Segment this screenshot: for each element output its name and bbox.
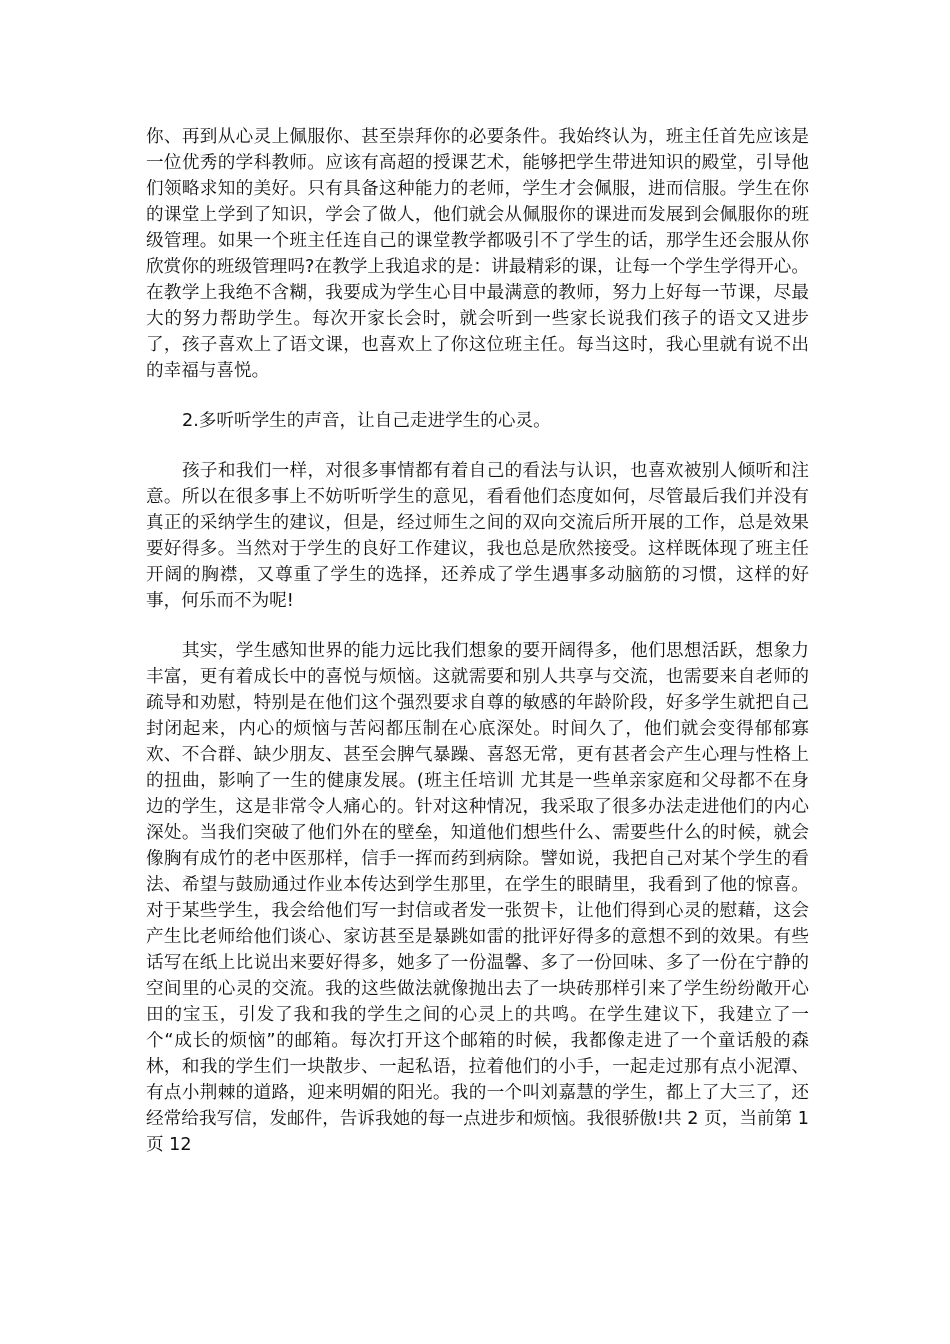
body-paragraph-1: 你、再到从心灵上佩服你、甚至崇拜你的必要条件。我始终认为，班主任首先应该是一位优秀的学科教师。应该有高超的授课艺术，能够把学生带进知识的殿堂，引导他们领略求知的美好。只有具备这种能力的老师，学生才会佩服，进而信服。学生在你的课堂上学到了知识，学会了做人，他们就会从佩服你的课进而发展到会佩服你的班级管理。如果一个班主任连自己的课堂教学都吸引不了学生的话，那学生还会服从你欣赏你的班级管理吗?在教学上我追求的是：讲最精彩的课，让每一个学生学得开心。在教学上我绝不含糊，我要成为学生心目中最满意的教师，努力上好每一节课，尽最大的努力帮助学生。每次开家长会时，就会听到一些家长说我们孩子的语文又进步了，孩子喜欢上了语文课，也喜欢上了你这位班主任。每当这时，我心里就有说不出的幸福与喜悦。 (146, 127, 809, 381)
document-page (146, 124, 809, 1158)
body-paragraph-2: 孩子和我们一样，对很多事情都有着自己的看法与认识，也喜欢被别人倾听和注意。所以在很多事上不妨听听学生的意见，看看他们态度如何，尽管最后我们并没有真正的采纳学生的建议，但是，经过师生之间的双向交流后所开展的工作，总是效果要好得多。当然对于学生的良好工作建议，我也总是欣然接受。这样既体现了班主任开阔的胸襟，又尊重了学生的选择，还养成了学生遇事多动脑筋的习惯，这样的好事，何乐而不为呢! (146, 461, 809, 611)
section-heading-2: 2.多听听学生的声音，让自己走进学生的心灵。 (182, 411, 551, 431)
body-paragraph-3: 其实，学生感知世界的能力远比我们想象的要开阔得多，他们思想活跃，想象力丰富，更有着成长中的喜悦与烦恼。这就需要和别人共享与交流，也需要来自老师的疏导和劝慰，特别是在他们这个强烈要求自尊的敏感的年龄阶段，好多学生就把自己封闭起来，内心的烦恼与苦闷都压制在心底深处。时间久了，他们就会变得郁郁寡欢、不合群、缺少朋友、甚至会脾气暴躁、喜怒无常，更有甚者会产生心理与性格上的扭曲，影响了一生的健康发展。(班主任培训 尤其是一些单亲家庭和父母都不在身边的学生，这是非常令人痛心的。针对这种情况，我采取了很多办法走进他们的内心深处。当我们突破了他们外在的壁垒，知道他们想些什么、需要些什么的时候，就会像胸有成竹的老中医那样，信手一挥而药到病除。譬如说，我把自己对某个学生的看法、希望与鼓励通过作业本传达到学生那里，在学生的眼睛里，我看到了他的惊喜。对于某些学生，我会给他们写一封信或者发一张贺卡，让他们得到心灵的慰藉，这会产生比老师给他们谈心、家访甚至是暴跳如雷的批评好得多的意想不到的效果。有些话写在纸上比说出来要好得多，她多了一份温馨、多了一份回味、多了一份在宁静的空间里的心灵的交流。我的这些做法就像抛出去了一块砖那样引来了学生纷纷敞开心田的宝玉，引发了我和我的学生之间的心灵上的共鸣。在学生建议下，我建立了一个“成长的烦恼”的邮箱。每次打开这个邮箱的时候，我都像走进了一个童话般的森林，和我的学生们一块散步、一起私语，拉着他们的小手，一起走过那有点小泥潭、有点小荆棘的道路，迎来明媚的阳光。我的一个叫刘嘉慧的学生，都上了大三了，还经常给我写信，发邮件，告诉我她的每一点进步和烦恼。我很骄傲!共 2 页，当前第 1 页 12 (146, 641, 809, 1155)
